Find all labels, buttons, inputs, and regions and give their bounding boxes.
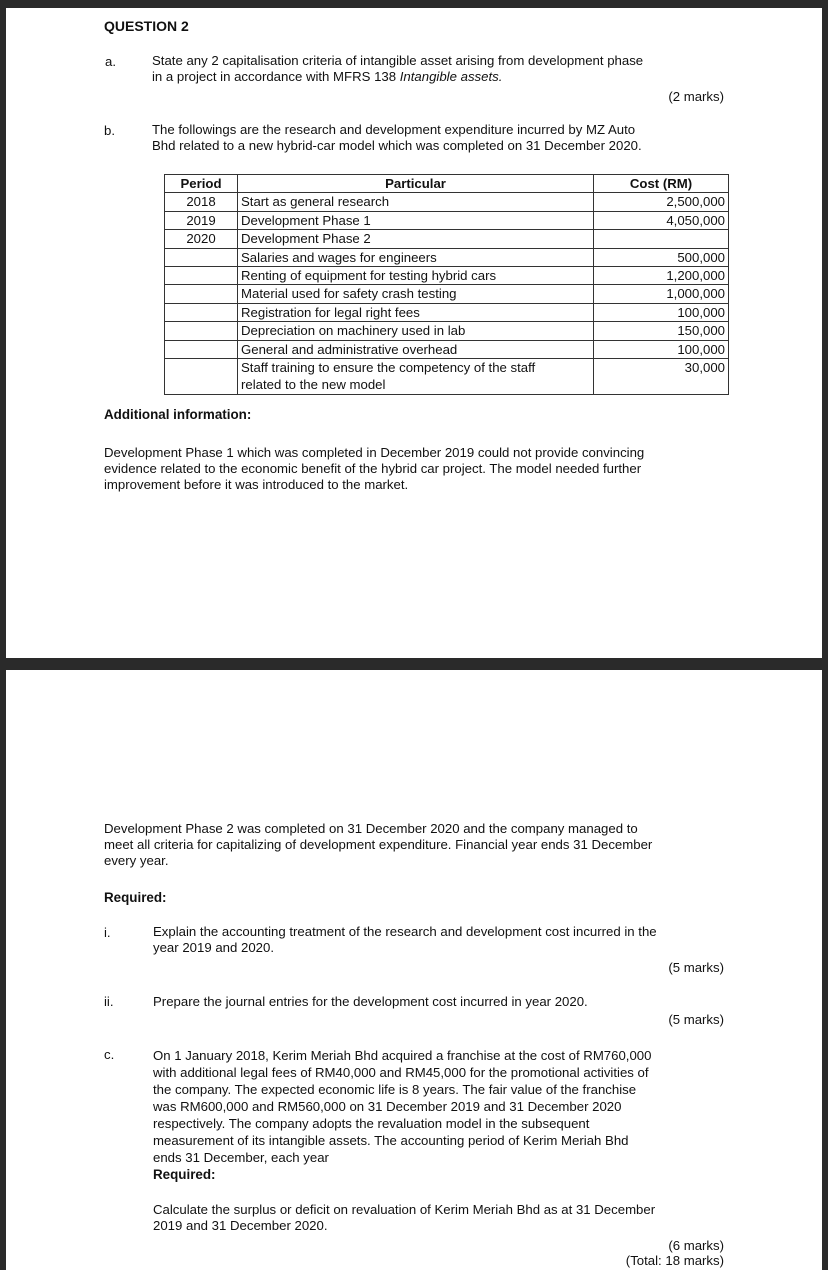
table-row xyxy=(165,230,729,248)
cell-particular: Development Phase 1 xyxy=(238,211,594,229)
part-c-line: respectively. The company adopts the revaluation model in the subsequent xyxy=(153,1116,590,1131)
cell-particular: Depreciation on machinery used in lab xyxy=(238,322,594,340)
req-i-label: i. xyxy=(104,925,111,940)
part-c-line: with additional legal fees of RM40,000 and RM45,000 for the promotional activities of xyxy=(153,1065,649,1080)
part-a-line2 xyxy=(152,69,727,85)
part-c-required-heading: Required: xyxy=(153,1167,216,1182)
table-row xyxy=(165,248,729,266)
req-ii-label: ii. xyxy=(104,994,114,1009)
part-c-text xyxy=(153,1047,725,1183)
table-row xyxy=(165,340,729,358)
cell-period: 2020 xyxy=(165,230,238,248)
phase2-text xyxy=(104,821,729,869)
header-period: Period xyxy=(165,175,238,193)
cell-period: 2019 xyxy=(165,211,238,229)
table-row xyxy=(165,267,729,285)
req-ii-marks: (5 marks) xyxy=(668,1012,724,1027)
req-i-line2: year 2019 and 2020. xyxy=(153,940,274,955)
cell-particular: Staff training to ensure the competency of the staff xyxy=(238,359,594,377)
cell-particular: Development Phase 2 xyxy=(238,230,594,248)
table-row xyxy=(165,211,729,229)
cell-cost: 500,000 xyxy=(594,248,729,266)
expenditure-table xyxy=(164,174,729,395)
part-a-label: a. xyxy=(105,54,116,69)
cell-particular: Material used for safety crash testing xyxy=(238,285,594,303)
question-title: QUESTION 2 xyxy=(104,18,189,34)
part-a-line1: State any 2 capitalisation criteria of intangible asset arising from development phase xyxy=(152,53,644,68)
table-row xyxy=(165,303,729,321)
cell-particular: Start as general research xyxy=(238,193,594,211)
part-a-line2-prefix: in a project in accordance with MFRS 138 xyxy=(152,69,400,84)
part-c-marks: (6 marks) xyxy=(668,1238,724,1253)
part-c-line: On 1 January 2018, Kerim Meriah Bhd acquired a franchise at the cost of RM760,000 xyxy=(153,1048,652,1063)
part-a-text xyxy=(152,53,727,85)
phase2-line2: meet all criteria for capitalizing of development expenditure. Financial year ends 31 December xyxy=(104,837,653,852)
cell-cost: 4,050,000 xyxy=(594,211,729,229)
part-c-line: was RM600,000 and RM560,000 on 31 December 2019 and 31 December 2020 xyxy=(153,1099,622,1114)
part-c-line: the company. The expected economic life is 8 years. The fair value of the franchise xyxy=(153,1082,637,1097)
additional-line3: improvement before it was introduced to the market. xyxy=(104,477,409,492)
table-row xyxy=(165,193,729,211)
cell-particular: Renting of equipment for testing hybrid cars xyxy=(238,267,594,285)
phase2-line1: Development Phase 2 was completed on 31 December 2020 and the company managed to xyxy=(104,821,638,836)
additional-info-text xyxy=(104,445,729,493)
cell-particular: Registration for legal right fees xyxy=(238,303,594,321)
cell-particular: related to the new model xyxy=(238,376,594,394)
cell-cost xyxy=(594,230,729,248)
cell-period xyxy=(165,267,238,285)
cell-period xyxy=(165,359,238,395)
required-heading: Required: xyxy=(104,890,167,905)
cell-period: 2018 xyxy=(165,193,238,211)
table-row xyxy=(165,359,729,377)
cell-cost: 100,000 xyxy=(594,340,729,358)
additional-line2: evidence related to the economic benefit of the hybrid car project. The model needed further xyxy=(104,461,642,476)
part-c-calc xyxy=(153,1202,728,1234)
page-top xyxy=(6,8,822,658)
cell-cost: 1,200,000 xyxy=(594,267,729,285)
header-cost: Cost (RM) xyxy=(594,175,729,193)
phase2-line3: every year. xyxy=(104,853,169,868)
part-a-marks: (2 marks) xyxy=(668,89,724,104)
part-b-line1: The followings are the research and development expenditure incurred by MZ Auto xyxy=(152,122,636,137)
req-i-marks: (5 marks) xyxy=(668,960,724,975)
part-c-label: c. xyxy=(104,1047,115,1062)
table-row xyxy=(165,285,729,303)
cell-cost: 150,000 xyxy=(594,322,729,340)
part-c-line: ends 31 December, each year xyxy=(153,1150,329,1165)
part-b-text xyxy=(152,122,727,154)
part-c-calc-line1: Calculate the surplus or deficit on revaluation of Kerim Meriah Bhd as at 31 December xyxy=(153,1202,656,1217)
table-row xyxy=(165,322,729,340)
part-b-label: b. xyxy=(104,123,115,138)
cell-period xyxy=(165,340,238,358)
cell-cost: 30,000 xyxy=(594,359,729,395)
header-particular: Particular xyxy=(238,175,594,193)
additional-line1: Development Phase 1 which was completed in December 2019 could not provide convincing xyxy=(104,445,645,460)
part-c-line: measurement of its intangible assets. The accounting period of Kerim Meriah Bhd xyxy=(153,1133,629,1148)
cell-period xyxy=(165,322,238,340)
cell-period xyxy=(165,285,238,303)
cell-cost: 1,000,000 xyxy=(594,285,729,303)
cell-particular: Salaries and wages for engineers xyxy=(238,248,594,266)
cell-period xyxy=(165,248,238,266)
total-marks: (Total: 18 marks) xyxy=(625,1253,724,1268)
req-i-text xyxy=(153,924,728,956)
cell-cost: 2,500,000 xyxy=(594,193,729,211)
req-i-line1: Explain the accounting treatment of the research and development cost incurred in the xyxy=(153,924,657,939)
additional-info-heading: Additional information: xyxy=(104,407,252,422)
page-bottom xyxy=(6,670,822,1270)
cell-period xyxy=(165,303,238,321)
part-b-line2: Bhd related to a new hybrid-car model which was completed on 31 December 2020. xyxy=(152,138,642,153)
cell-cost: 100,000 xyxy=(594,303,729,321)
table-header-row xyxy=(165,175,729,193)
cell-particular: General and administrative overhead xyxy=(238,340,594,358)
part-c-calc-line2: 2019 and 31 December 2020. xyxy=(153,1218,328,1233)
part-a-line2-italic: Intangible assets. xyxy=(399,69,503,84)
req-ii-text: Prepare the journal entries for the development cost incurred in year 2020. xyxy=(153,994,588,1009)
